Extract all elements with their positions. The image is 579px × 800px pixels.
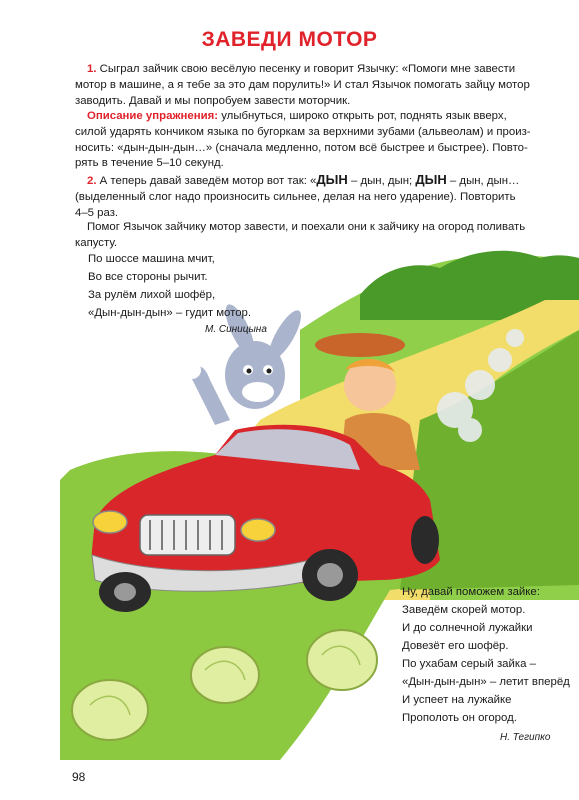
poem-1 (88, 250, 251, 322)
paragraph-number: 1. (87, 63, 97, 75)
paragraph-text: 4–5 раз. (75, 206, 119, 219)
description-text: рять в течение 5–10 секунд. (75, 157, 224, 170)
poem-line: Довезёт его шофёр. (402, 640, 509, 652)
paragraph-text: мотор в машине, а я тебе за это дам порулить!» И стал Язычок помогать зайцу мотор (75, 78, 530, 91)
paragraph-text: капусту. (75, 236, 118, 249)
poem-line: Ну, давай поможем зайке: (402, 586, 540, 598)
description-label: Описание упражнения: (87, 110, 219, 122)
poem-line: «Дын-дын-дын» – летит вперёд (402, 676, 570, 688)
paragraph-text: – дын, дын; (347, 175, 416, 187)
poem-line: Заведём скорей мотор. (402, 604, 526, 616)
poem-line: Прополоть он огород. (402, 712, 517, 724)
poem-1-author: М. Синицына (205, 324, 267, 335)
poem-line: «Дын-дын-дын» – гудит мотор. (88, 307, 252, 319)
description-text: силой ударять кончиком языка по бугоркам за верхними зубами (альвеолам) и произ- (75, 125, 531, 138)
paragraph-text: заводить. Давай и мы попробуем завести моторчик. (75, 94, 351, 107)
paragraph-1 (75, 62, 575, 109)
poem-line: И до солнечной лужайки (402, 622, 533, 634)
page-title: ЗАВЕДИ МОТОР (201, 28, 378, 51)
stressed-syllable: ДЫН (316, 172, 348, 187)
poem-2 (402, 583, 570, 727)
poem-line: По шоссе машина мчит, (88, 253, 215, 265)
poem-line: Во все стороны рычит. (88, 271, 208, 283)
page-number: 98 (72, 770, 86, 784)
stressed-syllable: ДЫН (415, 172, 447, 187)
description-text: носить: «дын-дын-дын…» (сначала медленно, потом всё быстрее и быстрее). Повто- (75, 141, 528, 154)
paragraph-text: (выделенный слог надо произносить сильнее, делая на него ударение). Повторить (75, 190, 516, 203)
poem-line: И успеет на лужайке (402, 694, 512, 706)
paragraph-number: 2. (87, 175, 97, 187)
poem-2-author: Н. Тегипко (500, 732, 551, 743)
paragraph-text: Сыграл зайчик свою весёлую песенку и говорит Язычку: «Помоги мне завести (99, 63, 516, 75)
poem-line: По ухабам серый зайка – (402, 658, 536, 670)
paragraph-text: – дын, дын… (446, 175, 520, 187)
exercise-description (75, 109, 575, 172)
paragraph-text: А теперь давай заведём мотор вот так: « (96, 175, 317, 187)
paragraph-2 (75, 172, 575, 221)
description-text: улыбнуться, широко открыть рот, поднять язык вверх, (218, 110, 507, 122)
poem-line: За рулём лихой шофёр, (88, 289, 216, 301)
paragraph-text: Помог Язычок зайчику мотор завести, и поехали они к зайчику на огород поливать (87, 221, 526, 233)
paragraph-3 (75, 220, 575, 252)
